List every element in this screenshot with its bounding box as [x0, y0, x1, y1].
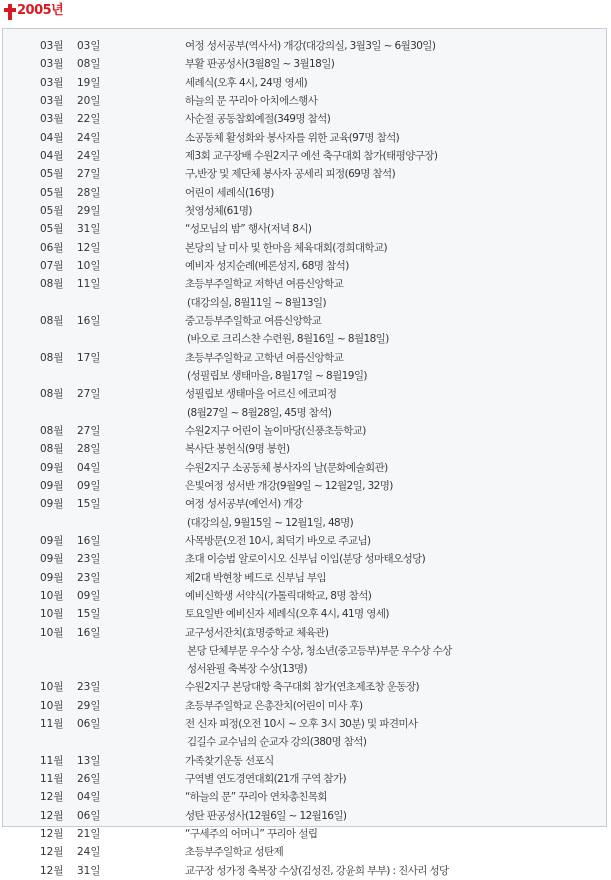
event-month: 12월 — [40, 809, 64, 822]
event-day: 23일 — [77, 681, 101, 694]
event-text: 구,반장 및 제단체 봉사자 공세리 피정(69명 참석) — [185, 168, 396, 181]
event-month: 11월 — [40, 754, 64, 767]
event-day: 17일 — [77, 351, 101, 364]
event-text: 성서완필 축복장 수상(13명) — [187, 663, 308, 676]
event-text: (대강의실, 8월11일 ~ 8월13일) — [187, 296, 326, 309]
event-month: 12월 — [40, 828, 64, 841]
event-row — [3, 37, 606, 55]
event-month: 07월 — [40, 259, 64, 272]
event-row — [3, 330, 606, 348]
event-row — [3, 312, 606, 330]
event-day: 15일 — [77, 498, 101, 511]
event-month: 09월 — [40, 498, 64, 511]
event-text: 토요일반 예비신자 세례식(오후 4시, 41명 영세) — [185, 608, 389, 621]
event-row — [3, 495, 606, 513]
event-date — [40, 678, 101, 696]
event-text: 김길수 교수님의 순교자 강의(380명 참석) — [187, 736, 367, 749]
events-panel — [2, 28, 607, 877]
event-text: 수원2지구 본당대항 축구대회 참가(연초제조창 운동장) — [185, 681, 419, 694]
event-date — [40, 275, 101, 293]
event-month: 08월 — [40, 443, 64, 456]
event-month: 04월 — [40, 131, 64, 144]
event-row — [3, 184, 606, 202]
event-date — [40, 587, 101, 605]
event-day: 31일 — [77, 223, 101, 236]
event-text: 은빛여정 성서반 개강(9월9일 ~ 12월2일, 32명) — [185, 479, 393, 492]
event-text: 초등부주일학교 은총잔치(어린이 미사 후) — [185, 699, 363, 712]
cross-icon — [3, 3, 17, 21]
event-text: 제2대 박현창 베드로 신부님 부임 — [185, 571, 327, 584]
event-row — [3, 587, 606, 605]
event-day: 11일 — [77, 278, 101, 291]
event-text: 사목방문(오전 10시, 최덕기 바오로 주교님) — [185, 534, 371, 547]
event-date — [40, 715, 101, 733]
event-text: 성탄 판공성사(12월6일 ~ 12월16일) — [185, 809, 347, 822]
event-day: 16일 — [77, 626, 101, 639]
event-month: 04월 — [40, 149, 64, 162]
event-date — [40, 569, 101, 587]
event-month: 10월 — [40, 626, 64, 639]
event-text: 소공동체 활성화와 봉사자를 위한 교육(97명 참석) — [185, 131, 400, 144]
event-month: 05월 — [40, 186, 64, 199]
event-row — [3, 660, 606, 678]
event-date — [40, 92, 101, 110]
event-month: 10월 — [40, 608, 64, 621]
event-month: 10월 — [40, 589, 64, 602]
event-day: 23일 — [77, 571, 101, 584]
event-day: 31일 — [77, 864, 101, 877]
event-text: 첫영성체(61명) — [185, 204, 252, 217]
event-row — [3, 733, 606, 751]
event-text: (바오로 크리스챤 수련원, 8월16일 ~ 8월18일) — [187, 333, 389, 346]
event-text: 전 신자 피정(오전 10시 ~ 오후 3시 30분) 및 파견미사 — [185, 718, 418, 731]
event-row — [3, 605, 606, 623]
event-date — [40, 532, 101, 550]
event-row — [3, 92, 606, 110]
event-month: 08월 — [40, 351, 64, 364]
event-text: 교구성서잔치(효명중학교 체육관) — [185, 626, 329, 639]
event-date — [40, 605, 101, 623]
event-date — [40, 862, 101, 880]
event-row — [3, 459, 606, 477]
event-date — [40, 752, 101, 770]
event-month: 09월 — [40, 534, 64, 547]
event-month: 05월 — [40, 204, 64, 217]
event-month: 12월 — [40, 846, 64, 859]
event-row — [3, 550, 606, 568]
event-row — [3, 220, 606, 238]
event-month: 09월 — [40, 479, 64, 492]
event-month: 11월 — [40, 773, 64, 786]
event-day: 09일 — [77, 479, 101, 492]
event-date — [40, 129, 101, 147]
event-row — [3, 862, 606, 880]
event-row — [3, 275, 606, 293]
event-day: 24일 — [77, 846, 101, 859]
event-row — [3, 624, 606, 642]
event-row — [3, 110, 606, 128]
event-text: 본당 단체부문 우수상 수상, 청소년(중고등부)부문 우수상 수상 — [187, 644, 452, 657]
event-text: 부활 판공성사(3월8일 ~ 3월18일) — [185, 58, 335, 71]
event-text: “구세주의 어머니” 꾸리아 설립 — [185, 828, 318, 841]
event-month: 05월 — [40, 168, 64, 181]
event-text: 복사단 봉헌식(9명 봉헌) — [185, 443, 290, 456]
event-month: 11월 — [40, 718, 64, 731]
event-date — [40, 37, 101, 55]
event-day: 20일 — [77, 94, 101, 107]
event-month: 05월 — [40, 223, 64, 236]
event-month: 03월 — [40, 40, 64, 52]
event-row — [3, 752, 606, 770]
event-day: 09일 — [77, 589, 101, 602]
event-text: 여정 성서공부(예언서) 개강 — [185, 498, 303, 511]
event-day: 16일 — [77, 534, 101, 547]
event-day: 03일 — [77, 40, 101, 52]
event-month: 03월 — [40, 94, 64, 107]
event-date — [40, 495, 101, 513]
event-day: 08일 — [77, 58, 101, 71]
event-date — [40, 440, 101, 458]
event-row — [3, 514, 606, 532]
event-day: 04일 — [77, 461, 101, 474]
event-day: 27일 — [77, 424, 101, 437]
event-text: (대강의실, 9월15일 ~ 12월1일, 48명) — [187, 516, 354, 529]
event-date — [40, 239, 101, 257]
event-text: 초등부주일학교 성탄제 — [185, 846, 284, 859]
event-day: 06일 — [77, 809, 101, 822]
event-row — [3, 788, 606, 806]
event-day: 24일 — [77, 149, 101, 162]
event-date — [40, 147, 101, 165]
event-date — [40, 770, 101, 788]
event-row — [3, 349, 606, 367]
event-date — [40, 843, 101, 861]
event-row — [3, 642, 606, 660]
event-text: “성모님의 밤” 행사(저녁 8시) — [185, 223, 312, 236]
event-text: 하늘의 문 꾸리아 아치에스행사 — [185, 94, 318, 107]
event-row — [3, 294, 606, 312]
event-text: 제3회 교구장배 수원2지구 예선 축구대회 참가(태평양구장) — [185, 149, 438, 162]
event-text: 구역별 연도경연대회(21개 구역 참가) — [185, 773, 346, 786]
event-month: 09월 — [40, 553, 64, 566]
event-text: 여정 성서공부(역사서) 개강(대강의실, 3월3일 ~ 6월30일) — [185, 40, 436, 52]
event-month: 09월 — [40, 461, 64, 474]
event-text: 사순절 공동참회예절(349명 참석) — [185, 113, 331, 126]
event-date — [40, 624, 101, 642]
event-day: 27일 — [77, 388, 101, 401]
event-text: 교구장 성가정 축복장 수상(김성진, 강윤희 부부) : 진사리 성당 — [185, 864, 449, 877]
event-date — [40, 825, 101, 843]
event-row — [3, 165, 606, 183]
event-row — [3, 422, 606, 440]
event-month: 03월 — [40, 113, 64, 126]
event-month: 09월 — [40, 571, 64, 584]
event-text: 초대 이승범 알로이시오 신부님 이임(분당 성마태오성당) — [185, 553, 426, 566]
event-day: 15일 — [77, 608, 101, 621]
event-row — [3, 715, 606, 733]
event-month: 03월 — [40, 58, 64, 71]
event-row — [3, 129, 606, 147]
event-date — [40, 807, 101, 825]
event-date — [40, 349, 101, 367]
event-day: 29일 — [77, 204, 101, 217]
event-text: 가족찾기운동 선포식 — [185, 754, 274, 767]
event-day: 06일 — [77, 718, 101, 731]
event-row — [3, 202, 606, 220]
event-date — [40, 550, 101, 568]
event-date — [40, 257, 101, 275]
event-day: 23일 — [77, 553, 101, 566]
event-day: 19일 — [77, 76, 101, 89]
event-day: 13일 — [77, 754, 101, 767]
event-day: 04일 — [77, 791, 101, 804]
event-date — [40, 422, 101, 440]
event-text: (8월27일 ~ 8월28일, 45명 참석) — [187, 406, 332, 419]
event-row — [3, 477, 606, 495]
event-day: 12일 — [77, 241, 101, 254]
event-row — [3, 239, 606, 257]
event-row — [3, 385, 606, 403]
event-text: 성필립보 생태마을 어르신 에코피정 — [185, 388, 337, 401]
event-text: 중고등부주일학교 여름신앙학교 — [185, 314, 322, 327]
event-date — [40, 220, 101, 238]
event-day: 10일 — [77, 259, 101, 272]
event-day: 26일 — [77, 773, 101, 786]
event-text: 세례식(오후 4시, 24명 영세) — [185, 76, 308, 89]
event-text: 본당의 날 미사 및 한마음 체육대회(경희대학교) — [185, 241, 387, 254]
event-day: 22일 — [77, 113, 101, 126]
event-text: 초등부주일학교 저학년 여름신앙학교 — [185, 278, 344, 291]
event-date — [40, 459, 101, 477]
event-date — [40, 312, 101, 330]
event-month: 08월 — [40, 314, 64, 327]
event-row — [3, 697, 606, 715]
event-row — [3, 770, 606, 788]
event-day: 27일 — [77, 168, 101, 181]
event-month: 06월 — [40, 241, 64, 254]
event-month: 08월 — [40, 388, 64, 401]
event-date — [40, 385, 101, 403]
event-text: 수원2지구 어린이 놀이마당(신풍초등학교) — [185, 424, 366, 437]
event-row — [3, 55, 606, 73]
event-day: 21일 — [77, 828, 101, 841]
event-row — [3, 532, 606, 550]
event-date — [40, 202, 101, 220]
event-text: 예비신학생 서약식(가톨릭대학교, 8명 참석) — [185, 589, 372, 602]
event-row — [3, 147, 606, 165]
event-row — [3, 74, 606, 92]
event-row — [3, 843, 606, 861]
event-month: 12월 — [40, 864, 64, 877]
event-date — [40, 74, 101, 92]
event-date — [40, 110, 101, 128]
event-month: 08월 — [40, 278, 64, 291]
event-row — [3, 678, 606, 696]
event-text: 초등부주일학교 고학년 여름신앙학교 — [185, 351, 344, 364]
event-day: 16일 — [77, 314, 101, 327]
event-month: 03월 — [40, 76, 64, 89]
event-date — [40, 697, 101, 715]
event-text: 예비자 성지순례(베론성지, 68명 참석) — [185, 259, 349, 272]
event-text: 수원2지구 소공동체 봉사자의 날(문화예술회관) — [185, 461, 388, 474]
event-row — [3, 257, 606, 275]
event-date — [40, 477, 101, 495]
event-row — [3, 440, 606, 458]
year-header — [0, 0, 611, 28]
event-text: 어린이 세례식(16명) — [185, 186, 274, 199]
event-day: 28일 — [77, 443, 101, 456]
event-date — [40, 184, 101, 202]
event-row — [3, 404, 606, 422]
event-month: 08월 — [40, 424, 64, 437]
event-row — [3, 569, 606, 587]
event-month: 10월 — [40, 699, 64, 712]
event-day: 29일 — [77, 699, 101, 712]
event-month: 12월 — [40, 791, 64, 804]
event-text: “하늘의 문” 꾸리아 연차총친목회 — [185, 791, 327, 804]
events-list — [3, 37, 606, 880]
event-date — [40, 55, 101, 73]
event-day: 28일 — [77, 186, 101, 199]
event-day: 24일 — [77, 131, 101, 144]
event-text: (성필립보 생태마을, 8월17일 ~ 8월19일) — [187, 369, 367, 382]
event-month: 10월 — [40, 681, 64, 694]
event-date — [40, 788, 101, 806]
event-row — [3, 825, 606, 843]
event-row — [3, 807, 606, 825]
event-row — [3, 367, 606, 385]
year-title: 2005년 — [17, 3, 64, 18]
event-date — [40, 165, 101, 183]
